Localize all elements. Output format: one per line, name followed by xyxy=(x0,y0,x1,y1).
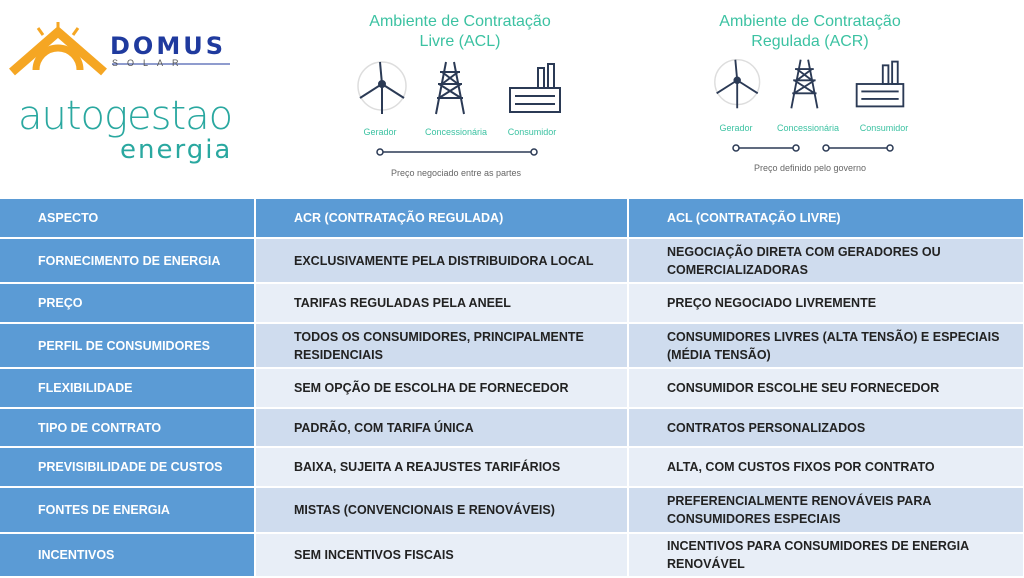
acr-panel xyxy=(690,12,930,52)
header-aspecto: ASPECTO xyxy=(0,199,255,238)
transmission-tower-icon xyxy=(436,62,464,114)
acr-icons xyxy=(705,56,915,112)
acl-cell: CONTRATOS PERSONALIZADOS xyxy=(628,408,1024,447)
solar-wordmark: SOLAR xyxy=(112,58,188,68)
acr-connector-line xyxy=(730,142,900,154)
aspect-cell: TIPO DE CONTRATO xyxy=(0,408,255,447)
table-row xyxy=(0,323,1024,368)
wind-turbine-icon xyxy=(715,60,760,109)
transmission-tower-icon xyxy=(791,60,817,109)
header-acl: ACL (CONTRATAÇÃO LIVRE) xyxy=(628,199,1024,238)
header-area xyxy=(0,0,1024,200)
aspect-cell: PREÇO xyxy=(0,283,255,323)
wind-turbine-icon xyxy=(358,62,406,114)
header-acr: ACR (CONTRATAÇÃO REGULADA) xyxy=(255,199,628,238)
acr-title-line2: Regulada (ACR) xyxy=(751,33,869,50)
acl-icons xyxy=(350,58,570,118)
acl-cell: CONSUMIDOR ESCOLHE SEU FORNECEDOR xyxy=(628,368,1024,408)
acr-caption: Preço definido pelo governo xyxy=(753,163,867,173)
table-row xyxy=(0,238,1024,283)
table-row xyxy=(0,447,1024,487)
acl-cell: NEGOCIAÇÃO DIRETA COM GERADORES OU COMERCIALIZADORAS xyxy=(628,238,1024,283)
autogestao-wordmark: autogestao xyxy=(18,93,233,139)
acl-cell: ALTA, COM CUSTOS FIXOS POR CONTRATO xyxy=(628,447,1024,487)
acl-cell: INCENTIVOS PARA CONSUMIDORES DE ENERGIA RENOVÁVEL xyxy=(628,533,1024,577)
acl-cell: PREFERENCIALMENTE RENOVÁVEIS PARA CONSUMIDORES ESPECIAIS xyxy=(628,487,1024,533)
table-row xyxy=(0,368,1024,408)
acl-label-consumidor: Consumidor xyxy=(507,127,557,137)
acr-label-concessionaria: Concessionária xyxy=(776,123,840,133)
acr-cell: SEM OPÇÃO DE ESCOLHA DE FORNECEDOR xyxy=(255,368,628,408)
acl-label-gerador: Gerador xyxy=(363,127,397,137)
aspect-cell: FORNECIMENTO DE ENERGIA xyxy=(0,238,255,283)
acl-caption: Preço negociado entre as partes xyxy=(390,168,522,178)
acr-title-line1: Ambiente de Contratação xyxy=(719,13,901,30)
comparison-table xyxy=(0,199,1024,578)
acr-cell: EXCLUSIVAMENTE PELA DISTRIBUIDORA LOCAL xyxy=(255,238,628,283)
acl-title-line2: Livre (ACL) xyxy=(419,33,501,50)
factory-icon xyxy=(857,62,904,107)
acr-cell: SEM INCENTIVOS FISCAIS xyxy=(255,533,628,577)
aspect-cell: PREVISIBILIDADE DE CUSTOS xyxy=(0,447,255,487)
acr-cell: BAIXA, SUJEITA A REAJUSTES TARIFÁRIOS xyxy=(255,447,628,487)
acr-cell: TODOS OS CONSUMIDORES, PRINCIPALMENTE RESIDENCIAIS xyxy=(255,323,628,368)
acl-label-concessionaria: Concessionária xyxy=(424,127,488,137)
acr-cell: PADRÃO, COM TARIFA ÚNICA xyxy=(255,408,628,447)
acr-cell: MISTAS (CONVENCIONAIS E RENOVÁVEIS) xyxy=(255,487,628,533)
acr-cell: TARIFAS REGULADAS PELA ANEEL xyxy=(255,283,628,323)
acl-title-line1: Ambiente de Contratação xyxy=(369,13,551,30)
acl-cell: CONSUMIDORES LIVRES (ALTA TENSÃO) E ESPECIAIS (MÉDIA TENSÃO) xyxy=(628,323,1024,368)
acl-cell: PREÇO NEGOCIADO LIVREMENTE xyxy=(628,283,1024,323)
aspect-cell: FONTES DE ENERGIA xyxy=(0,487,255,533)
acl-connector-line xyxy=(374,146,544,158)
table-row xyxy=(0,533,1024,577)
table-row xyxy=(0,408,1024,447)
aspect-cell: PERFIL DE CONSUMIDORES xyxy=(0,323,255,368)
acr-label-consumidor: Consumidor xyxy=(859,123,909,133)
table-header-row xyxy=(0,199,1024,238)
energia-wordmark: energia xyxy=(120,135,233,165)
factory-icon xyxy=(510,64,560,112)
acl-panel xyxy=(340,12,580,52)
table-row xyxy=(0,283,1024,323)
aspect-cell: FLEXIBILIDADE xyxy=(0,368,255,408)
table-row xyxy=(0,487,1024,533)
acr-label-gerador: Gerador xyxy=(719,123,753,133)
aspect-cell: INCENTIVOS xyxy=(0,533,255,577)
domus-wordmark: DOMUS xyxy=(110,32,226,60)
